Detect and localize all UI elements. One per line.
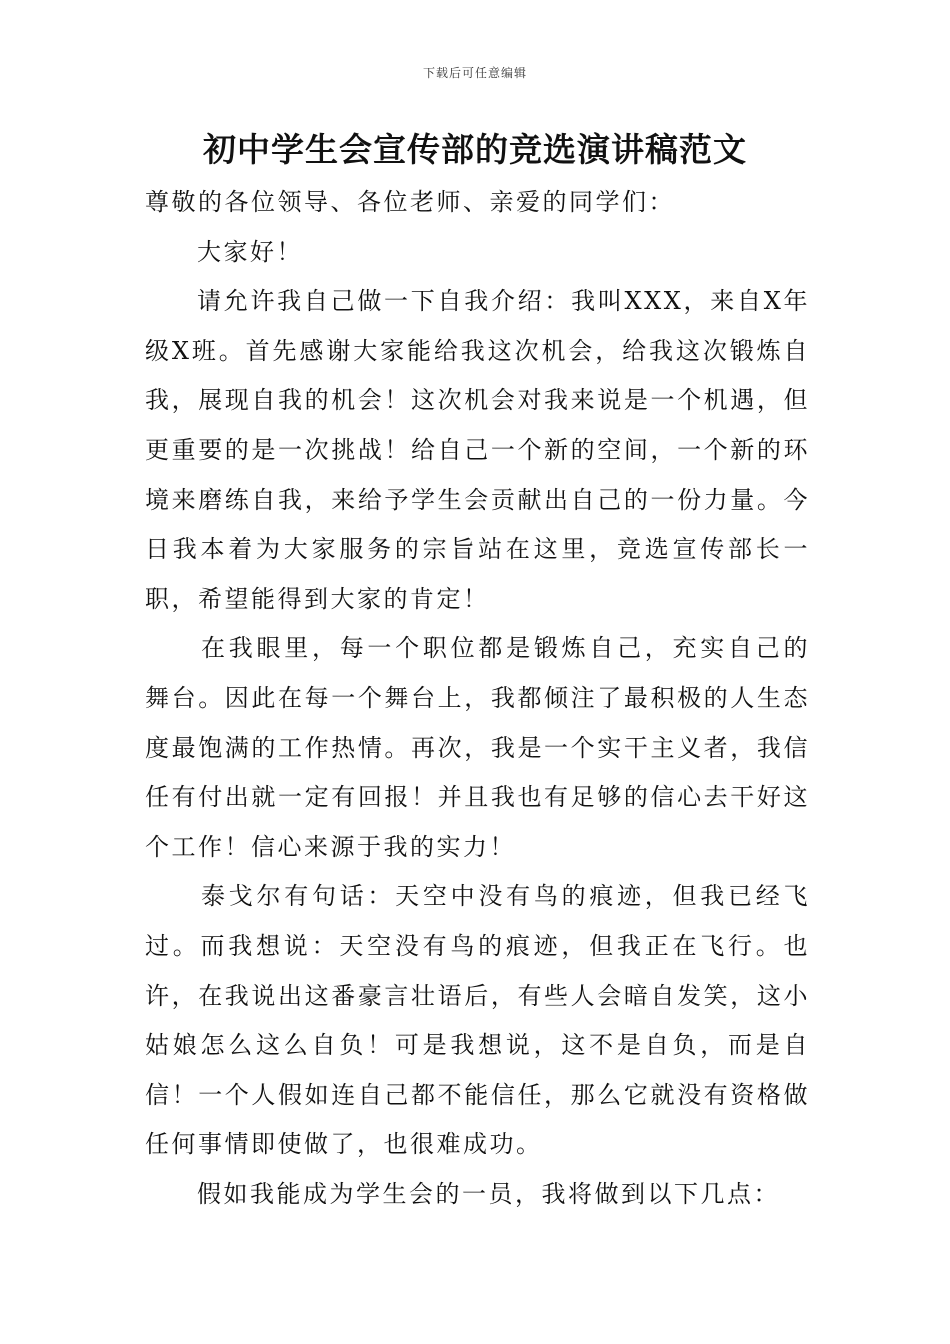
header-note: 下载后可任意编辑: [422, 66, 527, 80]
paragraph-stage: 在我眼里，每一个职位都是锻炼自己，充实自己的舞台。因此在每一个舞台上，我都倾注了最积极的人生态度最饱满的工作热情。再次，我是一个实干主义者，我信任有付出就一定有回报！并且我也有足够的信心去干好这个工作！信心来源于我的实力！: [145, 634, 810, 861]
salutation: 尊敬的各位领导、各位老师、亲爱的同学们：: [145, 188, 675, 216]
document-body: [145, 178, 810, 1219]
paragraph-commitments: 假如我能成为学生会的一员，我将做到以下几点：: [197, 1179, 780, 1208]
paragraph-greeting: 大家好！: [197, 237, 303, 266]
paragraph-tagore: 泰戈尔有句话：天空中没有鸟的痕迹，但我已经飞过。而我想说：天空没有鸟的痕迹，但我正在飞行。也许，在我说出这番豪言壮语后，有些人会暗自发笑，这小姑娘怎么这么自负！可是我想说，这不是自负，而是自信！一个人假如连自己都不能信任，那么它就没有资格做任何事情即使做了，也很难成功。: [145, 882, 810, 1159]
paragraph-introduction: 请允许我自己做一下自我介绍：我叫XXX，来自X年级X班。首先感谢大家能给我这次机会，给我这次锻炼自我，展现自我的机会！这次机会对我来说是一个机遇，但更重要的是一次挑战！给自己一个新的空间，一个新的环境来磨练自我，来给予学生会贡献出自己的一份力量。今日我本着为大家服务的宗旨站在这里，竞选宣传部长一职，希望能得到大家的肯定！: [145, 287, 810, 613]
document-title: 初中学生会宣传部的竞选演讲稿范文: [203, 130, 747, 169]
